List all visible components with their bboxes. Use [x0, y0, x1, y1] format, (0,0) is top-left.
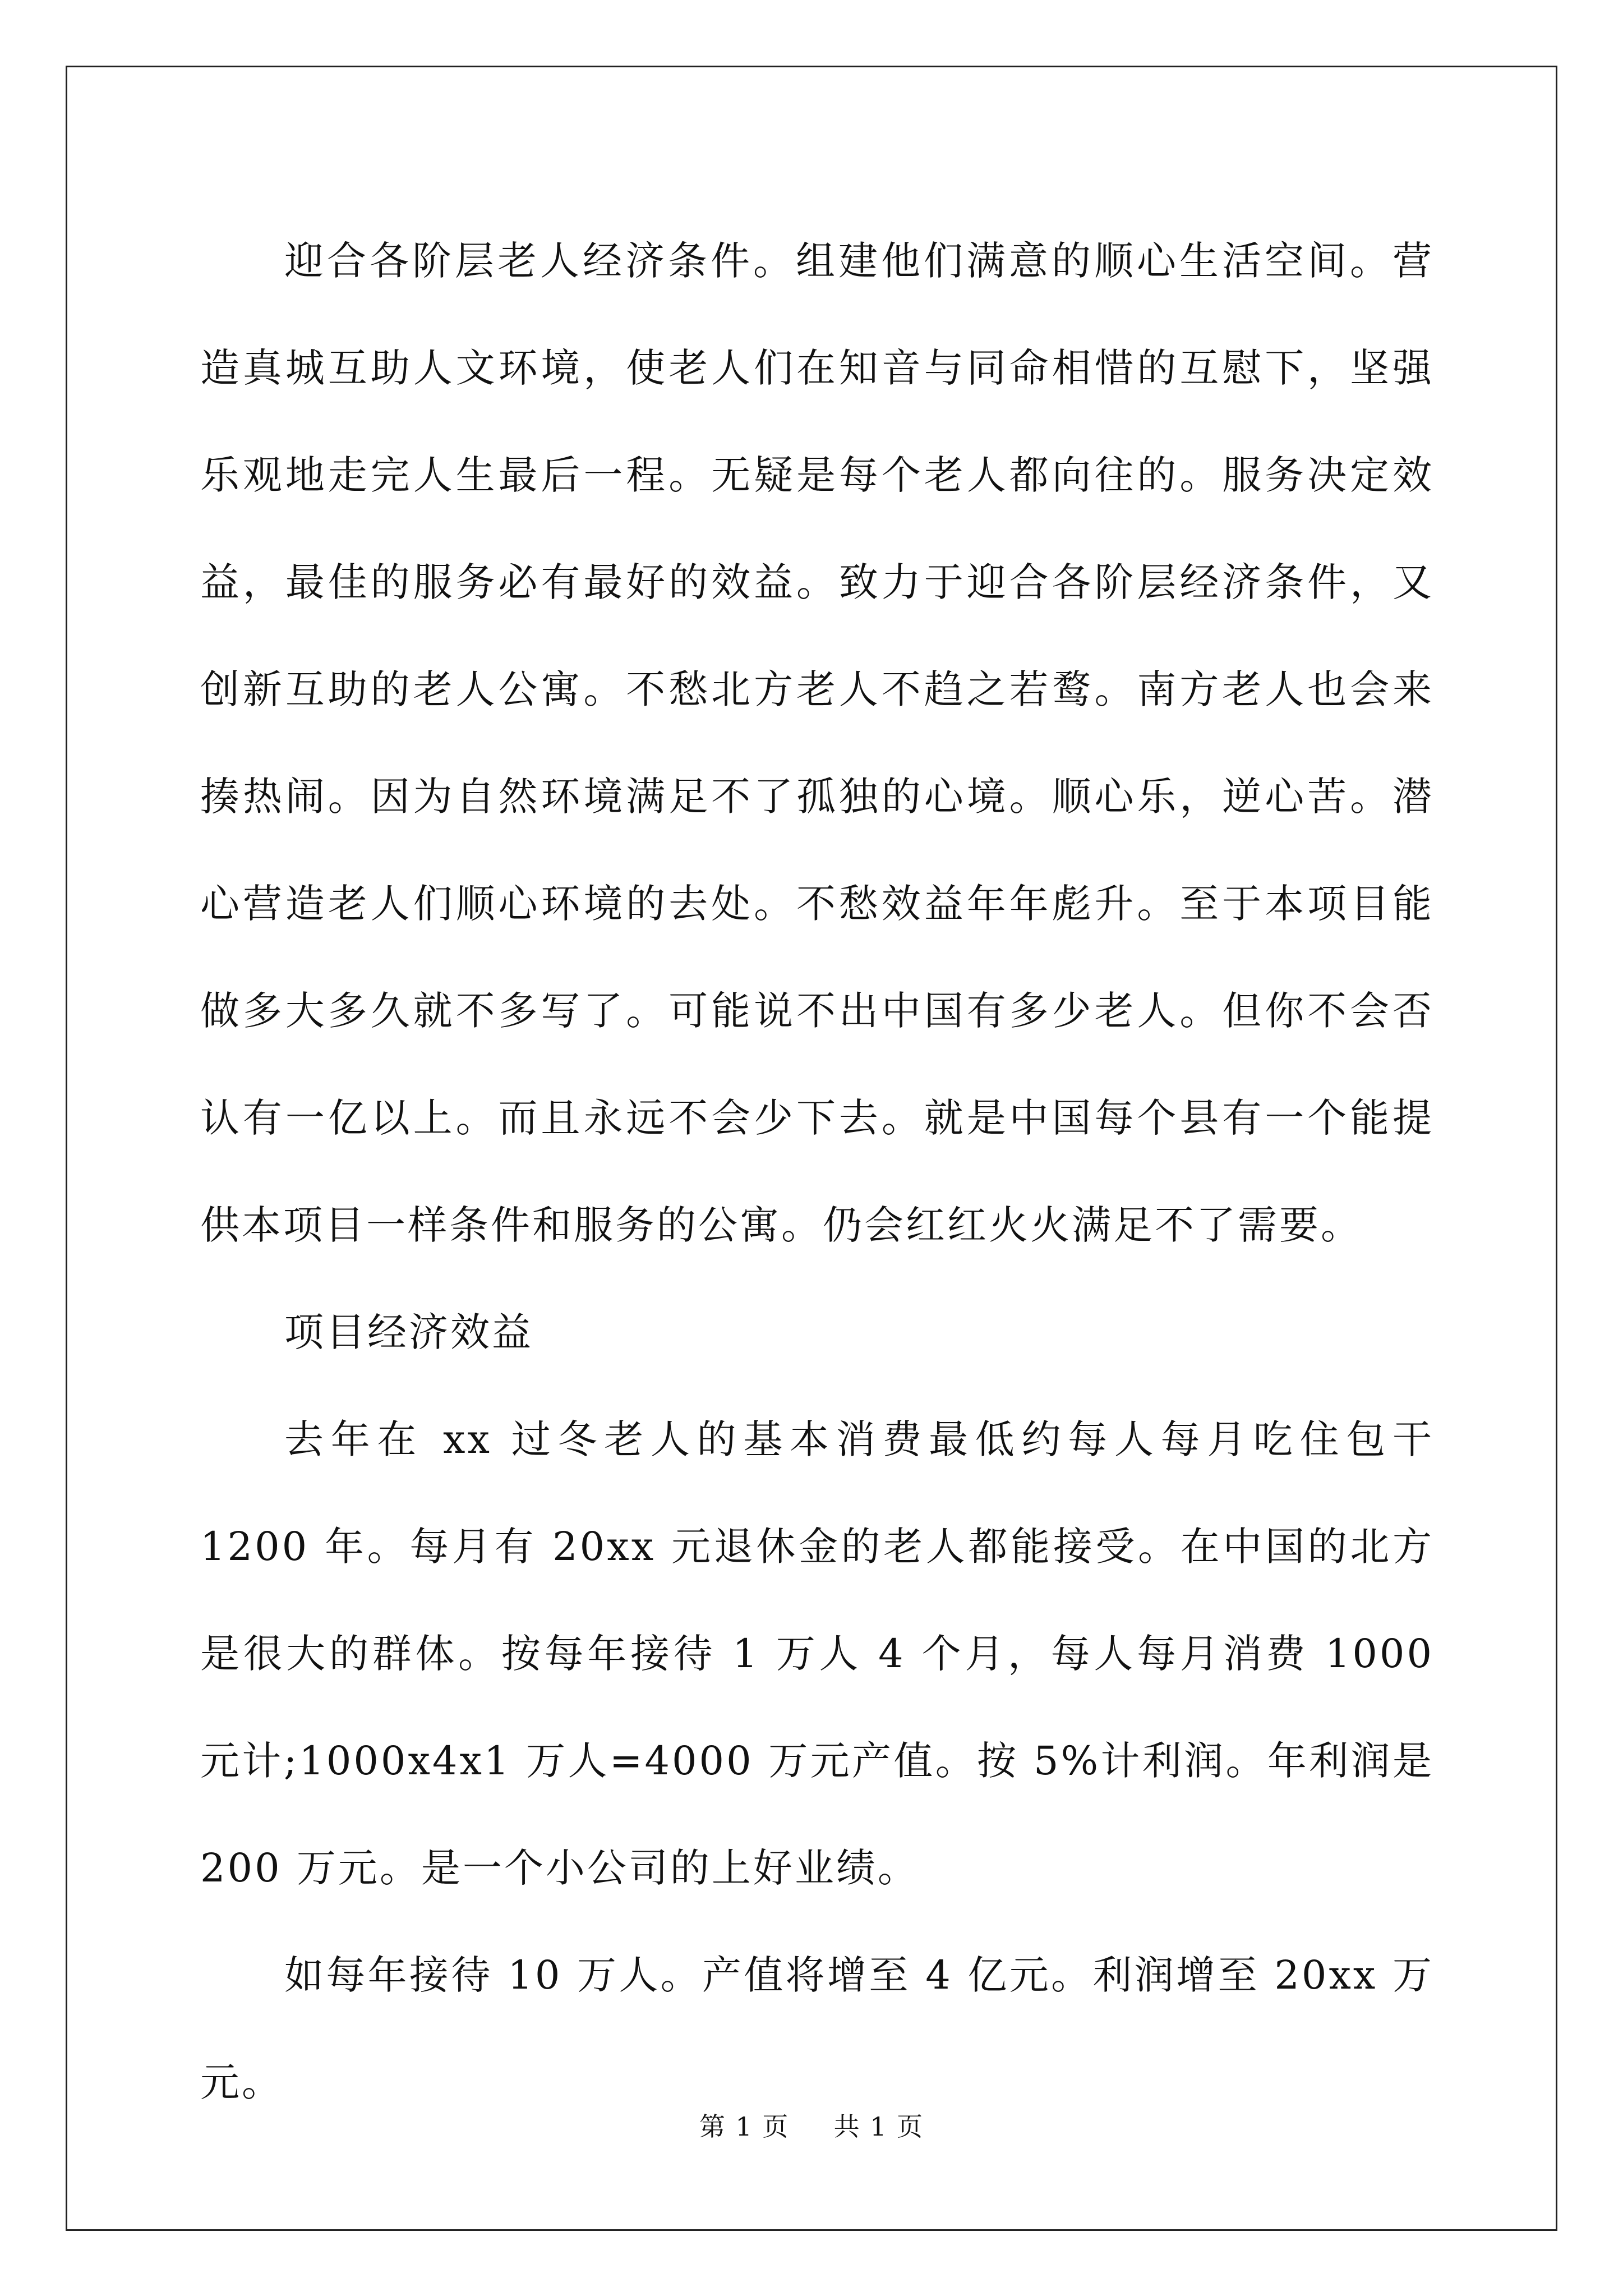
page-footer [0, 2106, 1623, 2143]
document-body [200, 208, 1434, 2136]
paragraph-1: 迎合各阶层老人经济条件。组建他们满意的顺心生活空间。营造真城互助人文环境，使老人们在知音与同命相惜的互慰下，坚强乐观地走完人生最后一程。无疑是每个老人都向往的。服务决定效益，最佳的服务必有最好的效益。致力于迎合各阶层经济条件，又创新互助的老人公寓。不愁北方老人不趋之若鹜。南方老人也会来揍热闹。因为自然环境满足不了孤独的心境。顺心乐，逆心苦。潜心营造老人们顺心环境的去处。不愁效益年年彪升。至于本项目能做多大多久就不多写了。可能说不出中国有多少老人。但你不会否认有一亿以上。而且永远不会少下去。就是中国每个县有一个能提供本项目一样条件和服务的公寓。仍会红红火火满足不了需要。 [200, 238, 1434, 1248]
paragraph-2: 去年在 xx 过冬老人的基本消费最低约每人每月吃住包干 1200 年。每月有 20xx 元退休金的老人都能接受。在中国的北方是很大的群体。按每年接待 1 万人 4 个月，每人每月消费 1000 元计;1000x4x1 万人=4000 万元产值。按 5%计利润。年利润是 200 万元。是一个小公司的上好业绩。 [200, 1416, 1434, 1891]
page-number: 第 1 页 [699, 2111, 790, 2142]
page-total: 共 1 页 [833, 2111, 924, 2142]
section-heading: 项目经济效益 [284, 1309, 533, 1355]
paragraph-3: 如每年接待 10 万人。产值将增至 4 亿元。利润增至 20xx 万元。 [200, 1952, 1434, 2105]
